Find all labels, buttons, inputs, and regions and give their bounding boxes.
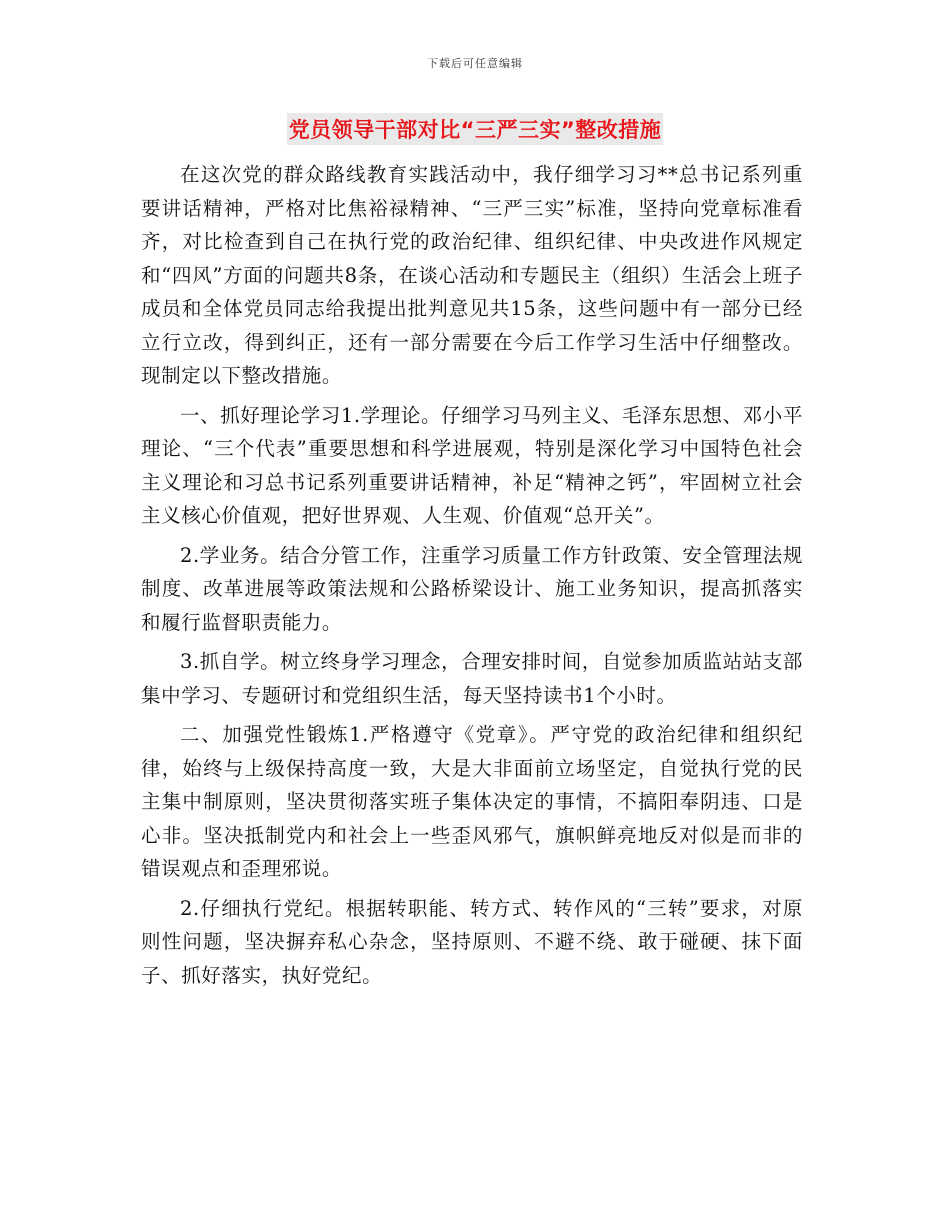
paragraph-party-discipline: 2.仔细执行党纪。根据转职能、转方式、转作风的“三转”要求，对原则性问题，坚决摒弃私心杂念，坚持原则、不避不绕、敢于碰硬、抹下面子、抓好落实，执好党纪。 xyxy=(141,896,803,987)
paragraph-intro: 在这次党的群众路线教育实践活动中，我仔细学习习**总书记系列重要讲话精神，严格对比焦裕禄精神、“三严三实”标准，坚持向党章标准看齐，对比检查到自己在执行党的政治纪律、组织纪律、中央改进作风规定和“四风”方面的问题共8条，在谈心活动和专题民主（组织）生活会上班子成员和全体党员同志给我提出批判意见共15条，这些问题中有一部分已经立行立改，得到纠正，还有一部分需要在今后工作学习生活中仔细整改。现制定以下整改措施。 xyxy=(141,163,803,387)
header-note: 下载后可任意编辑 xyxy=(427,57,523,70)
paragraph-business-study: 2.学业务。结合分管工作，注重学习质量工作方针政策、安全管理法规制度、改革进展等政策法规和公路桥梁设计、施工业务知识，提高抓落实和履行监督职责能力。 xyxy=(141,543,803,634)
paragraph-party-charter: 二、加强党性锻炼1.严格遵守《党章》。严守党的政治纪律和组织纪律，始终与上级保持高度一致，大是大非面前立场坚定，自觉执行党的民主集中制原则，坚决贯彻落实班子集体决定的事情，不搞阳奉阴违、口是心非。坚决抵制党内和社会上一些歪风邪气，旗帜鲜亮地反对似是而非的错误观点和歪理邪说。 xyxy=(141,723,803,880)
document-body xyxy=(141,158,803,998)
title-container xyxy=(0,113,950,145)
paragraph-theory-study: 一、抓好理论学习1.学理论。仔细学习马列主义、毛泽东思想、邓小平理论、“三个代表”重要思想和科学进展观，特别是深化学习中国特色社会主义理论和习总书记系列重要讲话精神，补足“精神之钙”，牢固树立社会主义核心价值观，把好世界观、人生观、价值观“总开关”。 xyxy=(141,403,803,527)
paragraph-self-study: 3.抓自学。树立终身学习理念，合理安排时间，自觉参加质监站站支部集中学习、专题研讨和党组织生活，每天坚持读书1个小时。 xyxy=(141,650,803,707)
document-title: 党员领导干部对比“三严三实”整改措施 xyxy=(287,113,664,145)
